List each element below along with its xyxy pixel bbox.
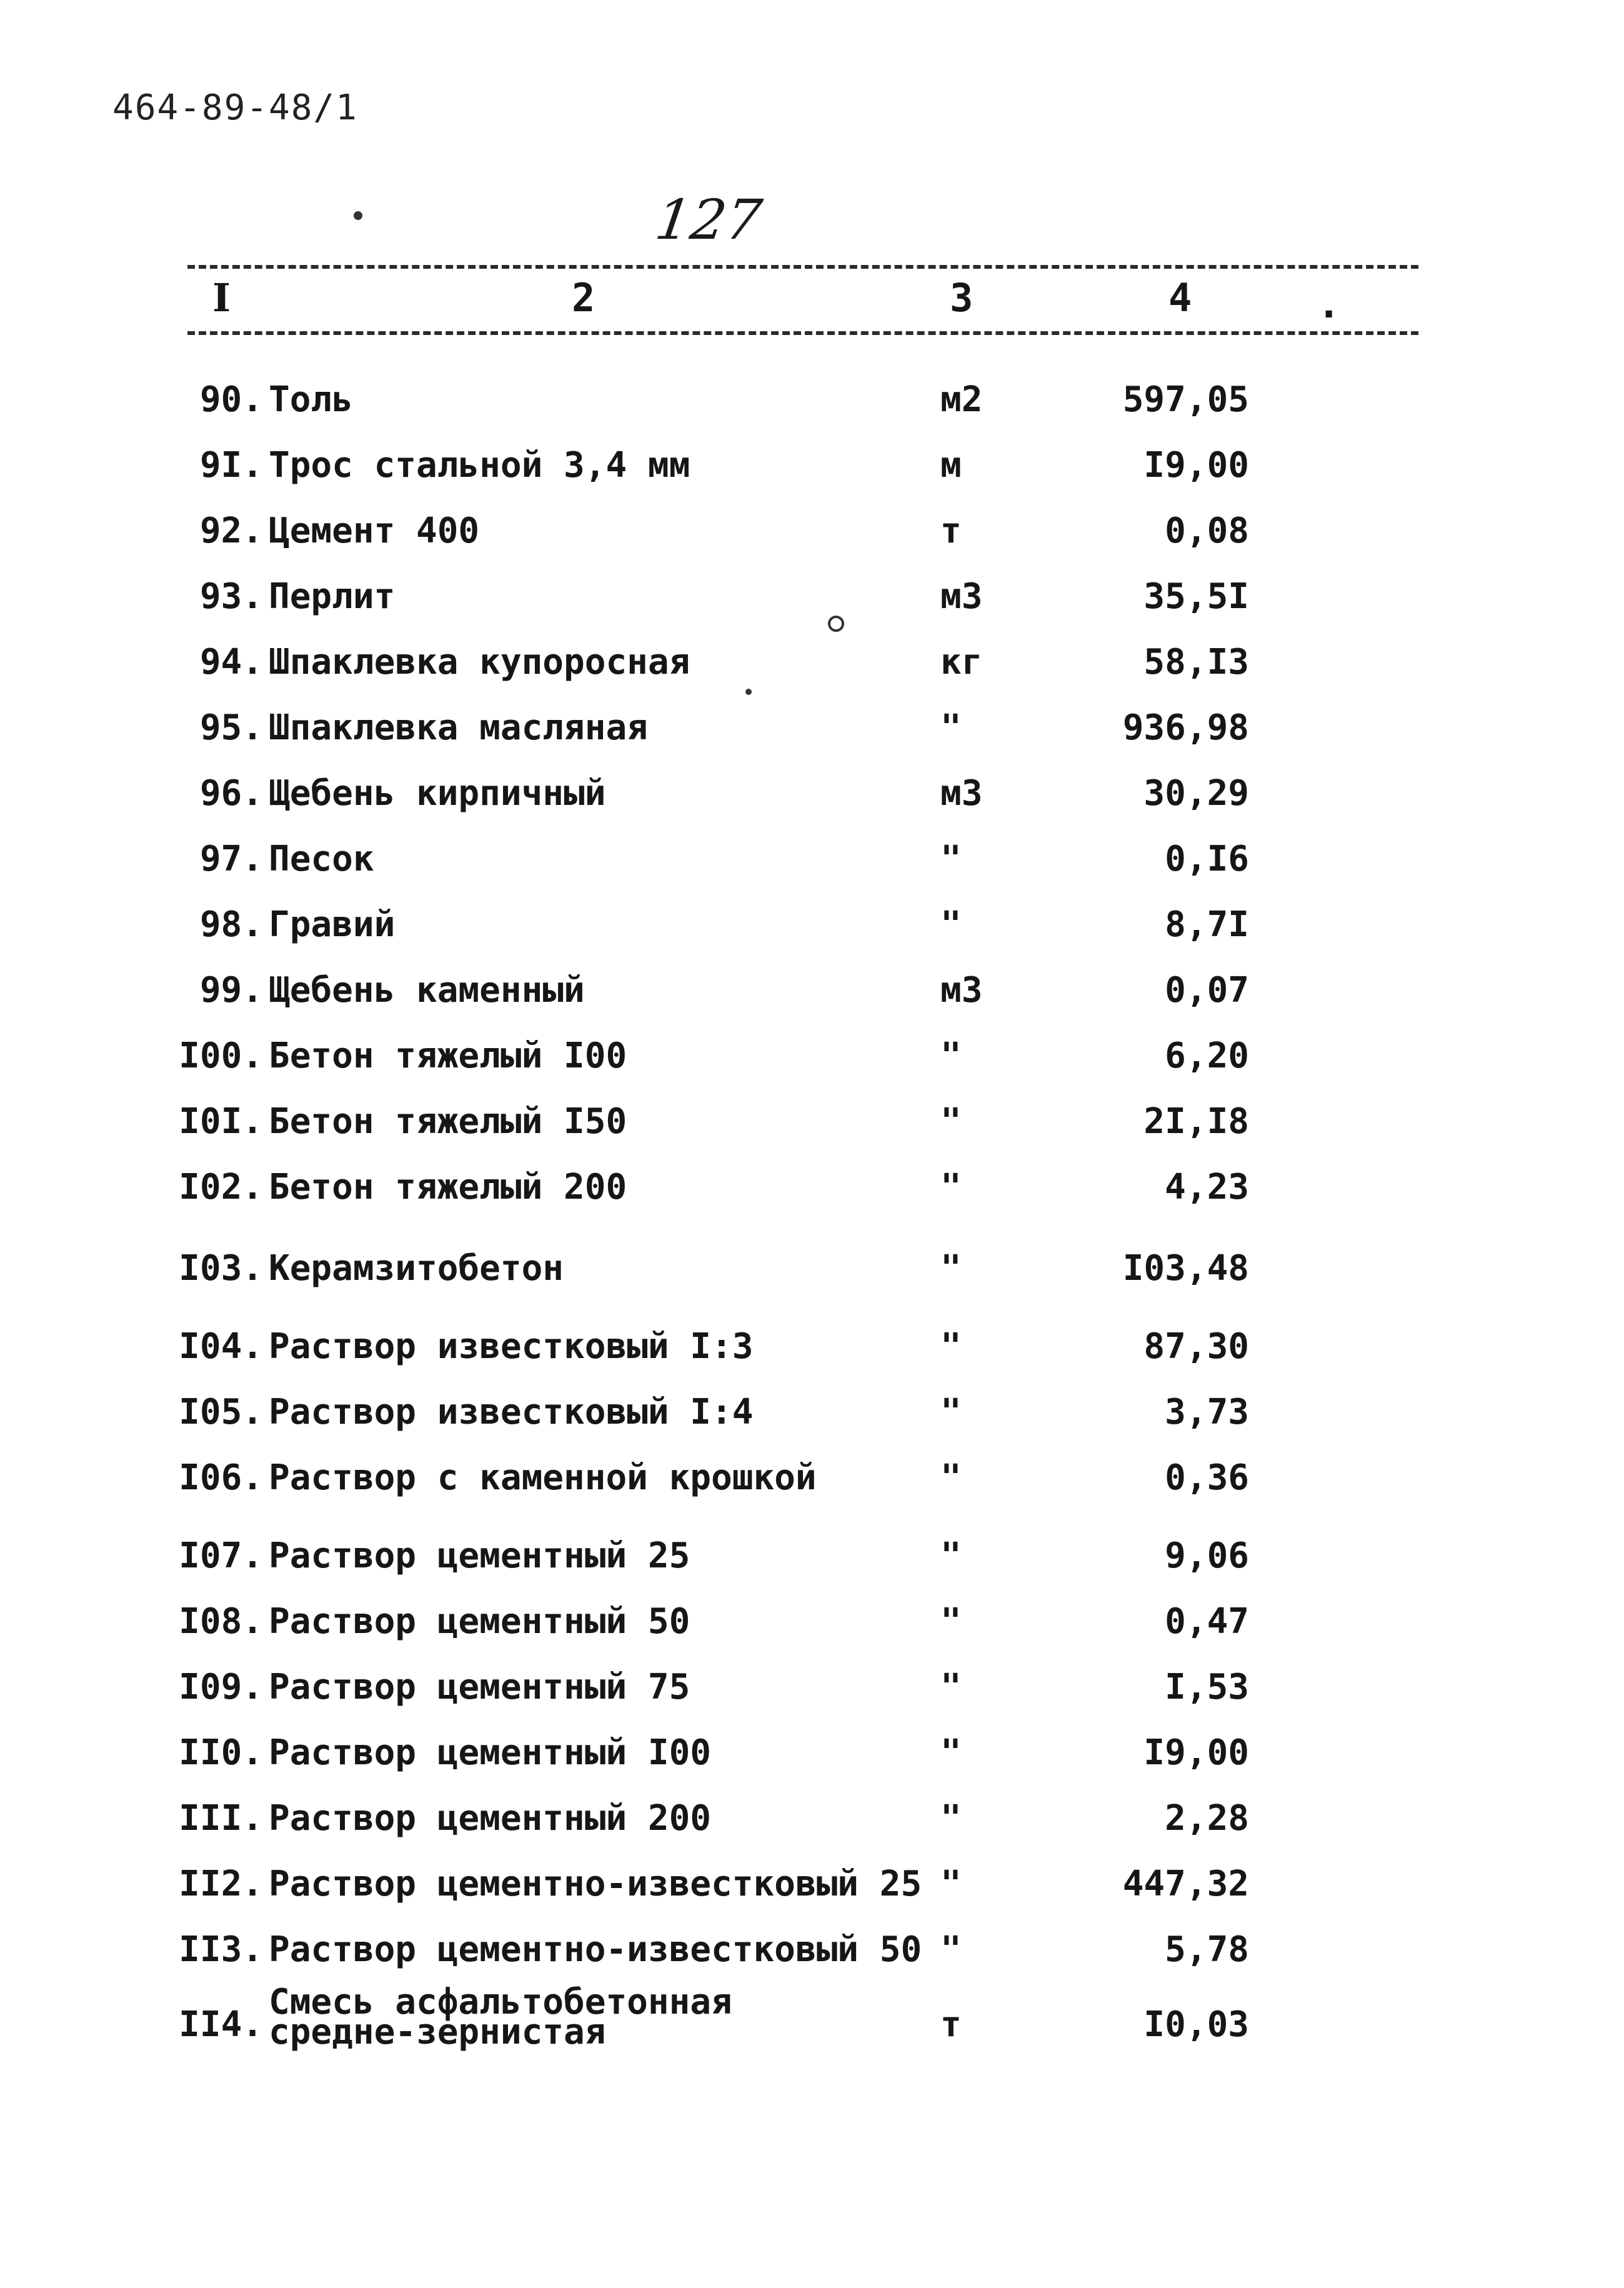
table-row [0,1669,1624,1731]
unit-of-measure: " [940,1798,962,1839]
row-number: I09. [179,1667,263,1707]
quantity: 0,07 [1165,970,1249,1011]
row-number: 97. [199,839,263,879]
quantity: I,53 [1165,1667,1249,1707]
row-number: 98. [199,904,263,945]
row-number: 90. [199,379,263,420]
table-row [0,972,1624,1034]
material-name: Смесь асфальтобетонная средне-зернистая [269,1982,732,2052]
quantity: 0,47 [1165,1601,1249,1642]
material-name: Бетон тяжелый I50 [269,1101,627,1142]
material-name: Раствор цементный I00 [269,1732,712,1773]
quantity: 87,30 [1143,1326,1249,1367]
row-number: 94. [199,642,263,682]
row-number: I07. [179,1536,263,1576]
table-row [0,1734,1624,1797]
row-number: I04. [179,1326,263,1367]
row-number: 93. [199,576,263,617]
quantity: I0,03 [1143,2004,1249,2045]
quantity: I03,48 [1122,1248,1249,1289]
table-row [0,447,1624,509]
table-row [0,644,1624,706]
table-row [0,709,1624,772]
material-name: Раствор цементный 50 [269,1601,690,1642]
unit-of-measure: " [940,1864,962,1904]
header-dot: . [1317,281,1341,327]
quantity: I9,00 [1143,445,1249,486]
row-number: II4. [179,2004,263,2045]
material-name: Шпаклевка купоросная [269,642,690,682]
quantity: 6,20 [1165,1036,1249,1076]
material-name: Толь [269,379,353,420]
material-name: Щебень каменный [269,970,585,1011]
unit-of-measure: " [940,1601,962,1642]
row-number: III. [179,1798,263,1839]
speck [354,211,362,220]
material-name: Раствор известковый I:4 [269,1392,754,1432]
col-header-4: 4 [1168,275,1192,321]
material-name: Песок [269,839,374,879]
table-row [0,1169,1624,1231]
table-row [0,1250,1624,1312]
quantity: 2,28 [1165,1798,1249,1839]
table-row [0,1394,1624,1456]
material-name: Раствор цементный 75 [269,1667,690,1707]
row-number: 95. [199,707,263,748]
table-row [0,1931,1624,1994]
quantity: 5,78 [1165,1929,1249,1970]
material-name: Гравий [269,904,396,945]
row-number: I0I. [179,1101,263,1142]
unit-of-measure: т [940,511,962,551]
unit-of-measure: " [940,1248,962,1289]
unit-of-measure: м2 [940,379,983,420]
unit-of-measure: " [940,839,962,879]
quantity: 3,73 [1165,1392,1249,1432]
quantity: 0,I6 [1165,839,1249,879]
row-number: 96. [199,773,263,814]
material-name: Бетон тяжелый 200 [269,1167,627,1207]
quantity: 2I,I8 [1143,1101,1249,1142]
table-row [0,1800,1624,1862]
unit-of-measure: " [940,1326,962,1367]
material-name: Раствор известковый I:3 [269,1326,754,1367]
quantity: 9,06 [1165,1536,1249,1576]
unit-of-measure: кг [940,642,983,682]
col-header-2: 2 [572,275,595,321]
table-row [0,841,1624,903]
row-number: 92. [199,511,263,551]
quantity: 0,36 [1165,1457,1249,1498]
unit-of-measure: " [940,1036,962,1076]
material-name: Раствор цементно-известковый 50 [269,1929,922,1970]
row-number: II3. [179,1929,263,1970]
material-name: Шпаклевка масляная [269,707,648,748]
table-row [0,1982,1624,2069]
table-row [0,1537,1624,1600]
row-number: II2. [179,1864,263,1904]
quantity: 936,98 [1122,707,1249,748]
row-number: I05. [179,1392,263,1432]
table-row [0,578,1624,641]
quantity: 447,32 [1122,1864,1249,1904]
unit-of-measure: " [940,1667,962,1707]
table-row [0,1103,1624,1166]
row-number: I00. [179,1036,263,1076]
quantity: 30,29 [1143,773,1249,814]
unit-of-measure: м3 [940,576,983,617]
row-number: 99. [199,970,263,1011]
unit-of-measure: " [940,1101,962,1142]
unit-of-measure: " [940,707,962,748]
material-name: Цемент 400 [269,511,480,551]
unit-of-measure: т [940,2004,962,2045]
quantity: 35,5I [1143,576,1249,617]
table-row [0,1037,1624,1100]
quantity: 597,05 [1122,379,1249,420]
material-name: Щебень кирпичный [269,773,606,814]
quantity: 4,23 [1165,1167,1249,1207]
quantity: 8,7I [1165,904,1249,945]
table-row [0,1459,1624,1522]
unit-of-measure: " [940,1392,962,1432]
row-number: II0. [179,1732,263,1773]
unit-of-measure: м3 [940,773,983,814]
table-row [0,775,1624,837]
quantity: I9,00 [1143,1732,1249,1773]
material-name: Раствор цементный 200 [269,1798,712,1839]
row-number: I03. [179,1248,263,1289]
quantity: 0,08 [1165,511,1249,551]
document-code: 464-89-48/1 [112,87,358,128]
unit-of-measure: " [940,1929,962,1970]
unit-of-measure: " [940,1536,962,1576]
unit-of-measure: " [940,1732,962,1773]
unit-of-measure: " [940,1167,962,1207]
col-header-3: 3 [950,275,974,321]
material-name: Трос стальной 3,4 мм [269,445,690,486]
row-number: I06. [179,1457,263,1498]
quantity: 58,I3 [1143,642,1249,682]
table-row [0,906,1624,969]
header-rule-top [187,265,1418,269]
table-row [0,1328,1624,1391]
col-header-1: I [212,275,231,321]
material-name: Бетон тяжелый I00 [269,1036,627,1076]
unit-of-measure: " [940,1457,962,1498]
material-name: Раствор цементно-известковый 25 [269,1864,922,1904]
table-row [0,381,1624,444]
header-rule-bottom [187,331,1418,335]
row-number: I08. [179,1601,263,1642]
unit-of-measure: м [940,445,962,486]
page-number: 127 [651,187,766,252]
table-row [0,1603,1624,1666]
material-name: Раствор с каменной крошкой [269,1457,817,1498]
row-number: I02. [179,1167,263,1207]
unit-of-measure: м3 [940,970,983,1011]
material-name: Керамзитобетон [269,1248,564,1289]
row-number: 9I. [199,445,263,486]
table-row [0,1866,1624,1928]
material-name: Перлит [269,576,396,617]
material-name: Раствор цементный 25 [269,1536,690,1576]
table-row [0,512,1624,575]
unit-of-measure: " [940,904,962,945]
